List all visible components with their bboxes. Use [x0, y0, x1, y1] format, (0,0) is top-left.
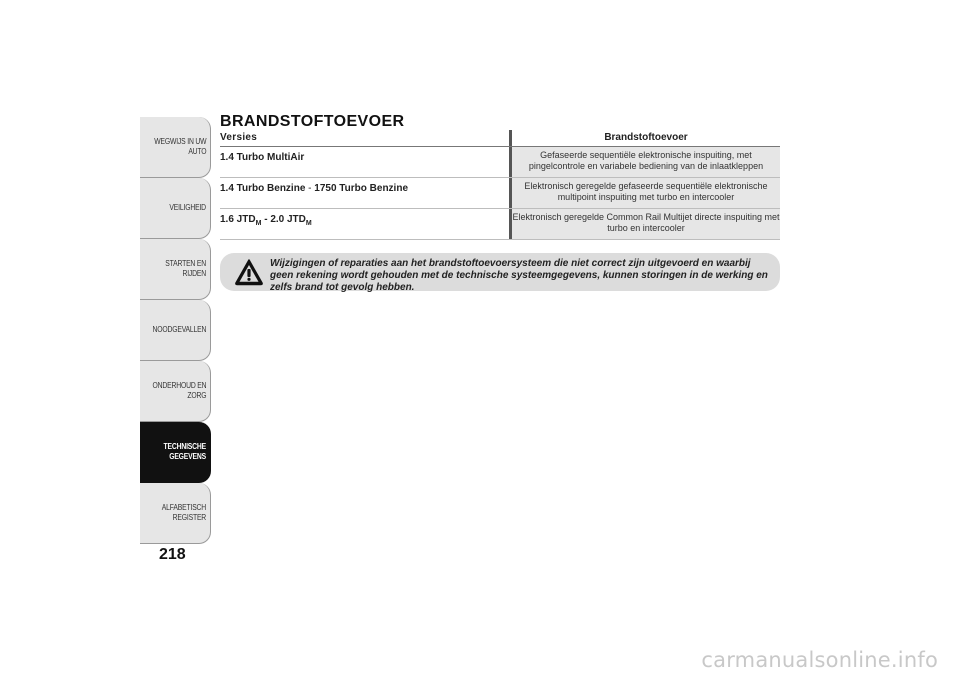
row-version: 1.4 Turbo MultiAir [220, 152, 305, 163]
warning-box [220, 253, 780, 291]
fuel-system-table [220, 130, 780, 240]
tab-label: VEILIGHEID [169, 203, 206, 212]
tab-label: WEGWIJS IN UW AUTO [153, 137, 206, 156]
tab-technische-gegevens[interactable] [140, 422, 211, 483]
chapter-tabs [140, 117, 211, 544]
tab-veiligheid[interactable] [140, 178, 211, 239]
tab-noodgevallen[interactable] [140, 300, 211, 361]
page-title: BRANDSTOFTOEVOER [220, 113, 405, 130]
tab-label: ALFABETISCH REGISTER [161, 503, 206, 522]
tab-onderhoud[interactable] [140, 361, 211, 422]
table-row [220, 147, 780, 178]
header-fuel: Brandstoftoevoer [509, 130, 780, 146]
tab-label: NOODGEVALLEN [152, 325, 206, 334]
version-a: 1.6 JTD [220, 214, 256, 225]
table-row [220, 209, 780, 240]
tab-wegwijs[interactable] [140, 117, 211, 178]
tab-label: STARTEN EN RIJDEN [165, 259, 206, 278]
table-header [220, 130, 780, 147]
tab-label: TECHNISCHE GEGEVENS [163, 442, 206, 461]
tab-label: ONDERHOUD EN ZORG [152, 381, 206, 400]
row-version [220, 178, 509, 208]
version-a: 1.4 Turbo Benzine [220, 183, 306, 194]
tab-alfabetisch[interactable] [140, 483, 211, 544]
version-separator: - [261, 214, 271, 225]
row-fuel: Gefaseerde sequentiële elektronische inspuiting, met pingelcontrole en variabele bediening van de inlaatkleppen [509, 147, 780, 177]
version-b-subscript: M [305, 220, 312, 227]
watermark: carmanualsonline.info [701, 648, 938, 672]
warning-triangle-icon [234, 258, 264, 286]
table-row [220, 178, 780, 209]
version-separator: - [305, 183, 315, 194]
version-b: 2.0 JTD [270, 214, 306, 225]
version-a-subscript: M [255, 220, 262, 227]
header-versions: Versies [220, 132, 258, 143]
tab-starten[interactable] [140, 239, 211, 300]
version-b: 1750 Turbo Benzine [314, 183, 409, 194]
row-fuel: Elektronisch geregelde Common Rail Multijet directe inspuiting met turbo en intercooler [509, 209, 780, 239]
row-version [220, 209, 509, 239]
page-number: 218 [159, 546, 186, 563]
row-fuel: Elektronisch geregelde gefaseerde sequentiële elektronische multipoint inspuiting met turbo en intercooler [509, 178, 780, 208]
warning-text: Wijzigingen of reparaties aan het brandstoftoevoersysteem die niet correct zijn uitgevoerd en waarbij geen rekening wordt gehouden met de technische systeemgegevens, kunnen storingen in de werking en zelfs brand tot gevolg hebben. [270, 258, 768, 293]
